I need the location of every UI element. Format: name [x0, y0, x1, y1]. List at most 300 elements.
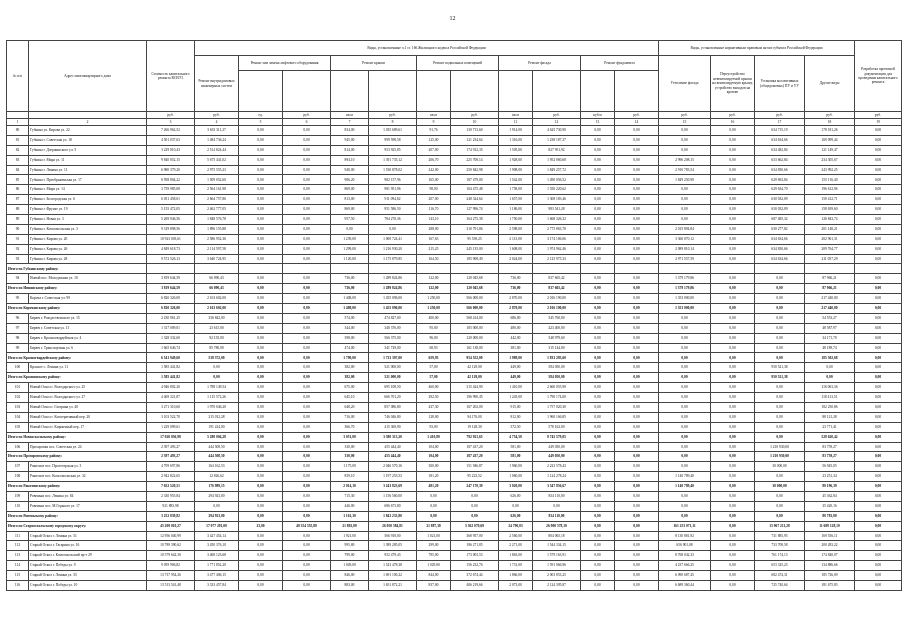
table-cell: 0,00 — [855, 551, 902, 561]
table-cell: 957,50 — [331, 215, 369, 225]
table-cell: 0,00 — [283, 402, 331, 412]
address-cell: Губкина г. Мира ул. 11 — [29, 155, 147, 165]
table-cell: 1 410,00 — [499, 383, 533, 393]
table-cell: 382,00 — [331, 373, 369, 383]
table-cell: 2 223 578,43 — [533, 462, 581, 472]
table-cell: 0,00 — [283, 501, 331, 511]
table-cell: 134 886,66 — [805, 561, 855, 571]
table-cell: 0,00 — [239, 422, 283, 432]
table-cell: 125,00 — [417, 135, 451, 145]
table-cell: 0,00 — [659, 126, 711, 136]
table-row — [7, 145, 902, 155]
table-cell: 1 585 441,82 — [147, 363, 195, 373]
table-cell: 0,00 — [711, 155, 755, 165]
table-cell: 7 266 962,52 — [147, 126, 195, 136]
table-cell: 687 485,32 — [755, 215, 805, 225]
table-cell — [615, 264, 659, 274]
table-cell: 161 138,00 — [451, 343, 499, 353]
address-cell: Бирюч г. Рождественского ул. 15 — [29, 313, 147, 323]
table-cell: 0,00 — [855, 531, 902, 541]
table-cell: 167 202,00 — [451, 402, 499, 412]
address-cell: Губкина г. Советская ул. 18 — [29, 135, 147, 145]
table-cell: 0,00 — [711, 442, 755, 452]
table-cell: 0,00 — [615, 215, 659, 225]
table-cell: 5 269 946,56 — [147, 215, 195, 225]
table-cell: 1 849 257,72 — [533, 165, 581, 175]
table-cell: 0,00 — [283, 343, 331, 353]
table-cell: 0,00 — [615, 135, 659, 145]
row-number: 101 — [7, 383, 29, 393]
table-cell: 0,00 — [659, 393, 711, 403]
table-row — [7, 402, 902, 412]
table-cell: 0,00 — [615, 472, 659, 482]
unit-cell: куб.м — [581, 112, 615, 119]
table-cell: 1 691 100,22 — [369, 571, 417, 581]
table-cell: 999 598,58 — [369, 135, 417, 145]
subtotal-row — [7, 521, 902, 531]
table-cell: 0,00 — [711, 165, 755, 175]
table-cell: 3 450 376,10 — [195, 541, 239, 551]
table-cell: 0,00 — [659, 333, 711, 343]
table-cell: 455 444,40 — [369, 442, 417, 452]
table-cell: 921 883,98 — [147, 501, 195, 511]
table-cell: 0,00 — [451, 491, 499, 501]
table-cell: 0,00 — [659, 195, 711, 205]
table-cell: 1 579 163,91 — [533, 551, 581, 561]
table-cell: 217 440,00 — [805, 294, 855, 304]
table-cell: 0,00 — [855, 373, 902, 383]
table-cell: 2 271,00 — [499, 541, 533, 551]
table-cell: 0,00 — [615, 531, 659, 541]
table-cell: 174 912,35 — [451, 145, 499, 155]
table-cell: 206,70 — [417, 155, 451, 165]
table-cell: 0,00 — [659, 185, 711, 195]
table-cell: 10 923 003,61 — [147, 234, 195, 244]
table-cell: 0,00 — [239, 254, 283, 264]
table-cell: 54 553,27 — [805, 313, 855, 323]
table-cell: 381,00 — [499, 343, 533, 353]
table-cell: 995,80 — [331, 541, 369, 551]
table-cell: 0,00 — [659, 402, 711, 412]
table-cell: 784 270,36 — [369, 215, 417, 225]
table-cell: 83 759,27 — [805, 442, 855, 452]
table-cell: 0,00 — [855, 561, 902, 571]
table-cell: 242,00 — [417, 165, 451, 175]
table-cell: 1 035 689,61 — [369, 126, 417, 136]
table-cell: 1 757 020,30 — [533, 402, 581, 412]
table-cell: 0,00 — [755, 274, 805, 284]
table-cell: 0,00 — [581, 353, 615, 363]
row-number: 112 — [7, 541, 29, 551]
table-cell: 837,00 — [417, 580, 451, 590]
table-cell: 0,00 — [283, 422, 331, 432]
table-cell: 127 996,74 — [451, 205, 499, 215]
header-drain: Переустройство невентилируемой крыши на вентилируемую крышу, устройство выходов на кровлю — [711, 56, 755, 112]
table-cell: 2 163 602,00 — [195, 294, 239, 304]
table-cell: 118 413,51 — [805, 393, 855, 403]
table-cell: 1 156 560,00 — [369, 491, 417, 501]
table-cell: 310 791,86 — [451, 224, 499, 234]
table-cell: 0,00 — [283, 393, 331, 403]
row-number: 93 — [7, 254, 29, 264]
table-cell: 0,00 — [755, 472, 805, 482]
table-cell: 566 000,00 — [451, 294, 499, 304]
table-cell: 19 128,30 — [451, 422, 499, 432]
table-cell: 2 073,00 — [499, 580, 533, 590]
table-cell: 0,00 — [615, 363, 659, 373]
table-cell: 5 362 070,69 — [451, 521, 499, 531]
table-cell: 1 060,00 — [499, 472, 533, 482]
table-cell: 85 780,00 — [195, 343, 239, 353]
table-cell: 2 124 395,87 — [533, 580, 581, 590]
row-number: 88 — [7, 205, 29, 215]
subtotal-row — [7, 284, 902, 294]
column-number-cell: 8 — [369, 119, 417, 126]
table-cell: 449,00 — [499, 363, 533, 373]
table-row — [7, 254, 902, 264]
table-cell: 5 675 441,02 — [195, 155, 239, 165]
table-cell: 215,25 — [417, 244, 451, 254]
table-cell: 0,00 — [659, 383, 711, 393]
table-cell: 21 887,38 — [417, 521, 451, 531]
subtotal-label: Итого по Корочанскому району: — [7, 304, 147, 314]
table-row — [7, 175, 902, 185]
table-cell: 0,00 — [615, 373, 659, 383]
table-cell: 0,00 — [239, 452, 283, 462]
table-cell: 0,00 — [659, 452, 711, 462]
table-cell — [659, 264, 711, 274]
address-cell: Новый пос. Молодежная ул. 10 — [29, 274, 147, 284]
address-cell: Старый Оскол г. Победы ул. 9 — [29, 561, 147, 571]
table-cell: 315 424,90 — [451, 383, 499, 393]
table-cell: 0,00 — [239, 304, 283, 314]
table-cell: 6 051 458,01 — [147, 195, 195, 205]
table-cell: 0,00 — [195, 501, 239, 511]
table-cell: 366,70 — [331, 422, 369, 432]
table-cell: 202 961,31 — [805, 234, 855, 244]
table-cell: 6 820 326,00 — [147, 304, 195, 314]
address-cell: Губкина г. Мира ул. 14 — [29, 185, 147, 195]
table-cell: 0,00 — [659, 442, 711, 452]
row-number: 82 — [7, 145, 29, 155]
table-cell: 1 921,00 — [331, 531, 369, 541]
address-cell: Губкина г. Ленина ул. 11 — [29, 165, 147, 175]
table-cell: 3 020,00 — [499, 482, 533, 492]
table-cell: 521 000,00 — [369, 373, 417, 383]
table-cell: 1 585 441,82 — [147, 373, 195, 383]
table-cell: 629 692,84 — [755, 175, 805, 185]
table-cell: 0,00 — [855, 304, 902, 314]
table-cell: 0,00 — [615, 452, 659, 462]
row-number: 107 — [7, 462, 29, 472]
table-cell: 0,00 — [283, 353, 331, 363]
header-group-federal: Виды, установленные ч.1 ст. 166 Жилищного кодекса Российской Федерации — [195, 41, 659, 56]
unit-cell: руб. — [615, 112, 659, 119]
units-row — [7, 112, 902, 119]
table-cell: 2 003 853,25 — [533, 571, 581, 581]
table-cell: 584 050,00 — [533, 373, 581, 383]
table-cell: 666 701,20 — [369, 393, 417, 403]
row-number: 80 — [7, 126, 29, 136]
table-cell: 201 148,21 — [805, 224, 855, 234]
table-cell: 0,00 — [615, 501, 659, 511]
table-cell: 23 251,34 — [805, 472, 855, 482]
table-cell: 0,00 — [615, 571, 659, 581]
table-cell: 0,00 — [581, 323, 615, 333]
header-spacer — [417, 71, 451, 112]
table-cell: 1 731,00 — [499, 561, 533, 571]
table-cell: 0,00 — [755, 422, 805, 432]
table-cell: 0,00 — [581, 254, 615, 264]
table-header — [7, 41, 902, 126]
subtotal-label: Итого по Краснинскому району: — [7, 373, 147, 383]
table-cell: 45 209 010,27 — [147, 521, 195, 531]
table-cell: 0,00 — [451, 511, 499, 521]
subtotal-row — [7, 511, 902, 521]
table-cell: 0,00 — [659, 511, 711, 521]
row-number: 91 — [7, 234, 29, 244]
table-cell: 250 842,98 — [451, 165, 499, 175]
address-cell: Губкина г. Комсомольская ул. 3 — [29, 224, 147, 234]
table-cell: 207,00 — [417, 145, 451, 155]
header-total: Стоимость капитального ремонта ВСЕГО — [147, 41, 195, 112]
table-cell: 48 587,97 — [805, 323, 855, 333]
unit-cell: ед. — [239, 112, 283, 119]
table-cell — [533, 264, 581, 274]
table-cell: 0,00 — [533, 501, 581, 511]
table-cell: 0,00 — [855, 155, 902, 165]
table-cell: 5 155 472,05 — [147, 205, 195, 215]
table-cell: 24 790,03 — [499, 521, 533, 531]
table-cell: 0,00 — [615, 224, 659, 234]
column-number-cell: 14 — [615, 119, 659, 126]
table-cell: 1 455 096,00 — [369, 294, 417, 304]
table-cell: 104,00 — [417, 442, 451, 452]
table-cell: 0,00 — [239, 135, 283, 145]
table-cell: 0,00 — [239, 155, 283, 165]
table-cell: 13 737 954,26 — [147, 571, 195, 581]
table-cell: 2 125 975,33 — [533, 254, 581, 264]
table-cell: 4 946 802,20 — [147, 383, 195, 393]
table-cell: 0,00 — [239, 353, 283, 363]
table-cell: 0,00 — [283, 165, 331, 175]
table-cell: 630 032,09 — [755, 205, 805, 215]
table-cell: 0,00 — [711, 284, 755, 294]
table-cell: 0,00 — [711, 482, 755, 492]
table-cell: 187 437,20 — [451, 452, 499, 462]
table-cell: 0,00 — [615, 244, 659, 254]
table-cell: 634 634,66 — [755, 254, 805, 264]
table-row — [7, 501, 902, 511]
column-number-cell: 9 — [417, 119, 451, 126]
table-cell: 0,00 — [615, 561, 659, 571]
table-cell: 0,00 — [581, 462, 615, 472]
table-cell: 173 003,53 — [451, 551, 499, 561]
table-cell: 0,00 — [659, 373, 711, 383]
table-cell: 0,00 — [581, 135, 615, 145]
table-cell: 0,00 — [659, 343, 711, 353]
table-cell: 0,00 — [239, 482, 283, 492]
table-cell: 0,00 — [283, 373, 331, 383]
table-cell: 0,00 — [239, 531, 283, 541]
table-cell: 0,00 — [659, 501, 711, 511]
table-cell: 1 960,00 — [499, 462, 533, 472]
table-cell: 0,00 — [283, 126, 331, 136]
table-cell: 0,00 — [659, 491, 711, 501]
address-cell: Ровеньки пос. Ленина ул. 84 — [29, 491, 147, 501]
table-cell: 0,00 — [711, 313, 755, 323]
table-cell: 827 951,92 — [533, 145, 581, 155]
row-number: 99 — [7, 343, 29, 353]
table-cell: 0,00 — [283, 175, 331, 185]
table-cell: 0,00 — [615, 185, 659, 195]
repair-cost-table — [6, 40, 902, 591]
table-cell: 1 848 576,78 — [195, 215, 239, 225]
table-cell: 21 892,09 — [331, 521, 369, 531]
table-cell: 2 024,00 — [499, 254, 533, 264]
table-cell: 0,00 — [755, 393, 805, 403]
table-cell: 2 014,10 — [331, 482, 369, 492]
table-cell: 185 726,09 — [805, 571, 855, 581]
table-cell: 23,00 — [239, 521, 283, 531]
table-cell: 0,00 — [615, 482, 659, 492]
table-cell: 0,00 — [239, 551, 283, 561]
table-row — [7, 580, 902, 590]
table-cell: 528 620,42 — [805, 432, 855, 442]
column-numbers-row — [7, 119, 902, 126]
table-cell: 48 189,74 — [805, 343, 855, 353]
table-cell: 716,00 — [331, 412, 369, 422]
table-cell: 0,00 — [239, 571, 283, 581]
table-cell: 0,00 — [855, 254, 902, 264]
table-row — [7, 155, 902, 165]
table-cell: 0,00 — [615, 541, 659, 551]
table-cell: 634 634,66 — [755, 234, 805, 244]
table-cell — [755, 264, 805, 274]
row-number: 105 — [7, 422, 29, 432]
table-cell: 0,00 — [239, 373, 283, 383]
table-cell: 0,00 — [855, 521, 902, 531]
table-cell: 0,00 — [581, 244, 615, 254]
subtotal-label: Итого по Старооскольскому городскому округу: — [7, 521, 147, 531]
table-cell: 538 372,00 — [195, 353, 239, 363]
table-cell: 982 157,96 — [369, 175, 417, 185]
table-row — [7, 561, 902, 571]
table-cell: 9 059 906,82 — [147, 561, 195, 571]
table-cell: 40 354 555,80 — [283, 521, 331, 531]
table-cell: 104 475,48 — [451, 185, 499, 195]
header-spacer — [615, 71, 659, 112]
table-cell: 0,00 — [615, 284, 659, 294]
table-cell: 0,00 — [581, 155, 615, 165]
table-cell: 3 347 856,67 — [533, 482, 581, 492]
table-row — [7, 491, 902, 501]
table-cell: 0,00 — [615, 175, 659, 185]
header-address: Адрес многоквартирного дома — [29, 41, 147, 112]
table-cell: 0,00 — [283, 215, 331, 225]
table-cell: 0,00 — [615, 205, 659, 215]
table-cell: 92 135,00 — [195, 333, 239, 343]
table-cell: 150 412,71 — [805, 195, 855, 205]
table-cell: 1 952 060,68 — [533, 155, 581, 165]
table-cell: 444 508,50 — [195, 452, 239, 462]
table-cell: 894,10 — [331, 155, 369, 165]
unit-cell: руб. — [711, 112, 755, 119]
table-cell: 0,00 — [755, 432, 805, 442]
table-cell: 315 144,00 — [533, 343, 581, 353]
table-cell: 167,63 — [417, 234, 451, 244]
table-row — [7, 195, 902, 205]
table-body — [7, 126, 902, 591]
table-cell: 0,00 — [855, 224, 902, 234]
table-cell: 869,00 — [331, 205, 369, 215]
table-cell: 23 615,00 — [195, 323, 239, 333]
table-cell: 2 660 055,90 — [533, 383, 581, 393]
table-row — [7, 551, 902, 561]
table-cell: 449 050,00 — [533, 452, 581, 462]
table-cell: 0,00 — [615, 126, 659, 136]
address-cell: Красное с. Ленина ул. 11 — [29, 363, 147, 373]
table-cell: 906,20 — [331, 175, 369, 185]
column-number-cell: 18 — [805, 119, 855, 126]
row-number: 113 — [7, 551, 29, 561]
header-spacer — [499, 71, 533, 112]
table-cell: 0,00 — [855, 432, 902, 442]
table-cell: 0,00 — [283, 561, 331, 571]
table-cell: 330,00 — [331, 442, 369, 452]
table-cell: 0,00 — [239, 541, 283, 551]
table-cell: 460,00 — [417, 383, 451, 393]
table-cell: 0,00 — [855, 353, 902, 363]
address-cell: Новый Оскол г. Володарского ул. 25 — [29, 383, 147, 393]
table-row — [7, 422, 902, 432]
table-cell: 3 103 522,70 — [147, 412, 195, 422]
table-cell: 0,00 — [755, 333, 805, 343]
table-cell: 0,00 — [581, 580, 615, 590]
header-spacer — [283, 71, 331, 112]
table-cell: 0,00 — [855, 343, 902, 353]
table-cell: 191 224,00 — [195, 422, 239, 432]
table-row — [7, 135, 902, 145]
table-cell: 122,00 — [417, 284, 451, 294]
table-cell: 247 170,39 — [451, 482, 499, 492]
table-cell — [195, 264, 239, 274]
table-cell: 17 020 056,98 — [147, 432, 195, 442]
table-cell: 795,00 — [417, 551, 451, 561]
table-cell: 675,00 — [331, 383, 369, 393]
table-cell: 0,00 — [615, 333, 659, 343]
table-cell: 234 305,67 — [805, 155, 855, 165]
table-cell: 372 674,44 — [451, 571, 499, 581]
table-cell: 0,00 — [615, 580, 659, 590]
subtotal-label: Итого по Ивнянскому району: — [7, 284, 147, 294]
table-cell: 0,00 — [369, 224, 417, 234]
table-cell: 6 958 804,22 — [147, 175, 195, 185]
table-cell: 185 502,68 — [805, 353, 855, 363]
table-cell: 0,00 — [283, 294, 331, 304]
table-cell: 0,00 — [711, 462, 755, 472]
table-cell — [855, 264, 902, 274]
table-cell: 169 556,11 — [805, 531, 855, 541]
table-cell: 0,00 — [615, 422, 659, 432]
table-cell: 0,00 — [581, 304, 615, 314]
table-cell: 2 664 757,86 — [195, 195, 239, 205]
table-cell: 2 089 810,14 — [659, 244, 711, 254]
table-row — [7, 126, 902, 136]
subtotal-row — [7, 304, 902, 314]
row-number: 108 — [7, 472, 29, 482]
table-cell: 0,00 — [451, 501, 499, 511]
